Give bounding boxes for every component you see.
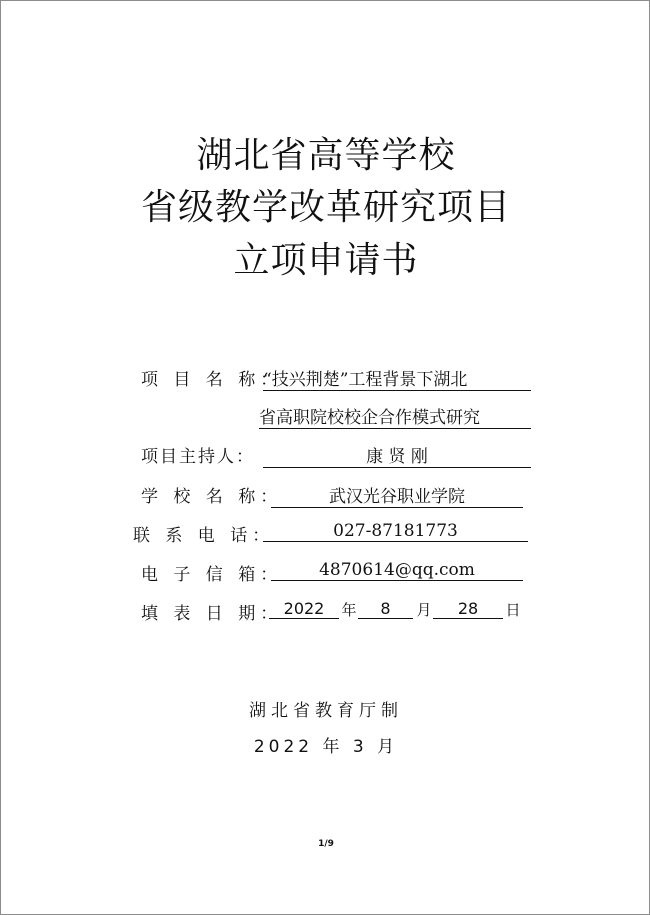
host-label: 项目主持人： <box>141 447 255 467</box>
issuer: 湖北省教育厅制 <box>249 701 403 721</box>
email-label: 电 子 信 箱： <box>141 565 283 585</box>
page-indicator: 1/9 <box>318 839 334 849</box>
date-year-unit: 年 <box>341 601 357 619</box>
project-name-value-line2: 省高职院校校企合作模式研究 <box>259 403 531 429</box>
host-row <box>1 442 650 468</box>
date-row <box>1 599 650 625</box>
project-name-label: 项 目 名 称： <box>141 370 283 390</box>
date-month-unit: 月 <box>416 601 432 619</box>
title-line-3: 立项申请书 <box>233 240 419 281</box>
date-year-value: 2022 <box>269 599 339 619</box>
project-name-row <box>1 365 650 391</box>
title-line-1: 湖北省高等学校 <box>196 135 456 176</box>
email-value: 4870614@qq.com <box>271 560 523 581</box>
date-day-unit: 日 <box>505 601 521 619</box>
phone-label: 联 系 电 话： <box>133 526 275 546</box>
issue-date: 2022 年 3 月 <box>253 737 399 757</box>
project-name-value-line1: “技兴荆楚”工程背景下湖北 <box>263 365 531 391</box>
date-month-value: 8 <box>358 599 413 619</box>
phone-row <box>1 521 650 547</box>
school-row <box>1 482 650 508</box>
host-value: 康 贤 刚 <box>263 442 531 468</box>
title-line-2: 省级教学改革研究项目 <box>140 187 511 228</box>
date-day-value: 28 <box>433 599 503 619</box>
school-label: 学 校 名 称： <box>141 487 283 507</box>
project-name-row-2 <box>1 403 650 429</box>
school-value: 武汉光谷职业学院 <box>271 482 523 508</box>
date-label: 填 表 日 期： <box>141 604 283 624</box>
phone-value: 027-87181773 <box>263 521 528 542</box>
email-row <box>1 560 650 586</box>
